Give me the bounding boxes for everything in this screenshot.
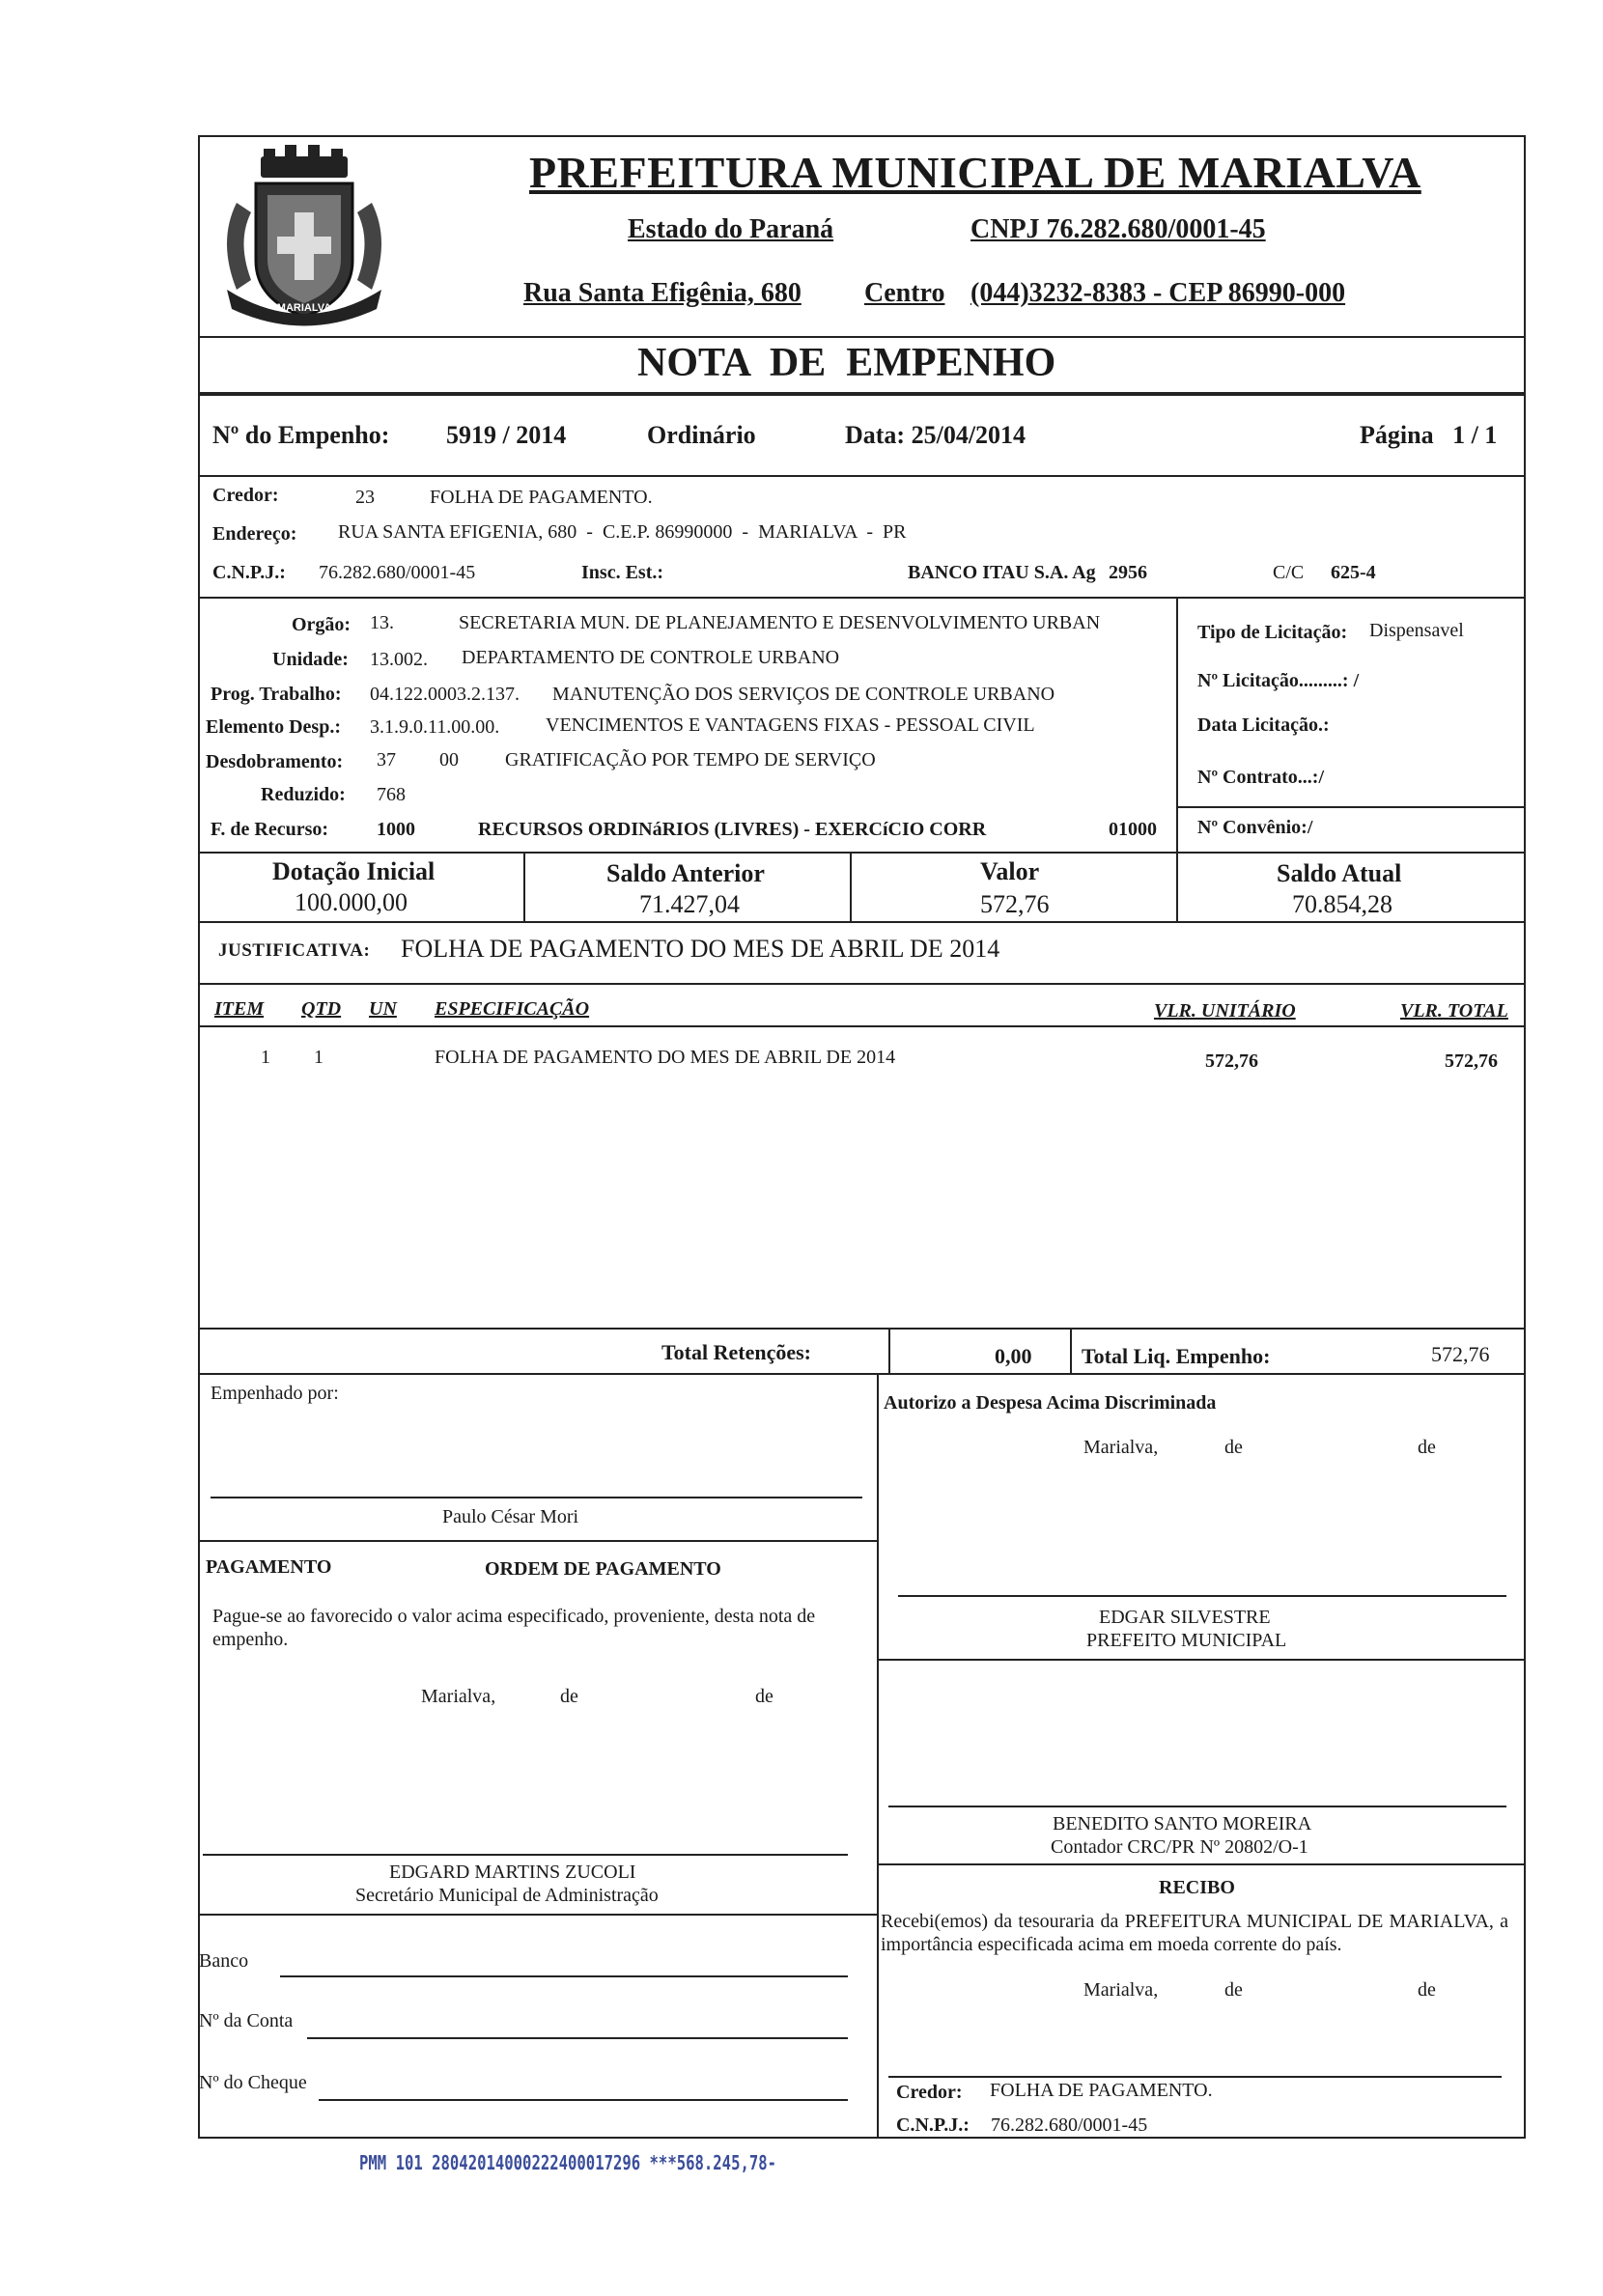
fonte-label: F. de Recurso:: [211, 819, 329, 840]
pagamento-de-1: de: [560, 1686, 578, 1707]
justificativa-text: FOLHA DE PAGAMENTO DO MES DE ABRIL DE 2014: [401, 935, 1000, 963]
credor-label: Credor:: [212, 485, 279, 506]
licitacao-numero: Nº Licitação.........: /: [1197, 670, 1360, 691]
fonte-code2: 01000: [1109, 819, 1157, 840]
empenho-date: Data: 25/04/2014: [845, 421, 1026, 449]
conta-label: Nº da Conta: [199, 2010, 294, 2031]
empenho-number: 5919 / 2014: [446, 421, 567, 449]
cc-number: 625-4: [1331, 562, 1376, 583]
liquido-label: Total Liq. Empenho:: [1082, 1344, 1271, 1368]
banco-label: Banco: [199, 1950, 249, 1972]
orgao-label: Orgão:: [292, 614, 352, 635]
prog-label: Prog. Trabalho:: [211, 684, 342, 705]
cc-label: C/C: [1273, 562, 1305, 583]
recibo-cnpj: 76.282.680/0001-45: [991, 2114, 1148, 2136]
header-district: Centro: [864, 278, 945, 308]
saldo-anterior-value: 71.427,04: [639, 890, 740, 918]
header-phone-cep: (044)3232-8383 - CEP 86990-000: [970, 278, 1346, 308]
licitacao-tipo-label: Tipo de Licitação:: [1197, 622, 1348, 643]
credor-name: FOLHA DE PAGAMENTO.: [430, 487, 653, 508]
bank-agency: 2956: [1109, 562, 1147, 583]
empenhado-por-label: Empenhado por:: [211, 1383, 339, 1404]
table-row-unit: 572,76: [1205, 1050, 1258, 1072]
contador-title: Contador CRC/PR Nº 20802/O-1: [1051, 1836, 1308, 1858]
credor-endereco: RUA SANTA EFIGENIA, 680 - C.E.P. 86990000 - MARIALVA - PR: [338, 521, 907, 543]
unidade-code: 13.002.: [370, 649, 428, 670]
empenho-type: Ordinário: [647, 421, 756, 449]
table-row-total: 572,76: [1445, 1050, 1498, 1072]
endereco-label: Endereço:: [212, 523, 297, 545]
prog-name: MANUTENÇÃO DOS SERVIÇOS DE CONTROLE URBANO: [552, 684, 1055, 705]
prefeito-name: EDGAR SILVESTRE: [1099, 1607, 1271, 1628]
coat-of-arms-logo: [208, 145, 401, 328]
col-item-header: ITEM: [214, 998, 265, 1020]
licitacao-tipo: Dispensavel: [1369, 620, 1464, 641]
recibo-credor: FOLHA DE PAGAMENTO.: [990, 2080, 1213, 2101]
justificativa-label: JUSTIFICATIVA:: [218, 940, 371, 961]
valor-value: 572,76: [980, 890, 1050, 918]
recibo-credor-label: Credor:: [896, 2082, 963, 2103]
recibo-title: RECIBO: [1159, 1877, 1235, 1898]
empenhado-por-name: Paulo César Mori: [442, 1506, 579, 1527]
desdobramento-label: Desdobramento:: [206, 751, 344, 772]
saldo-atual-value: 70.854,28: [1292, 890, 1392, 918]
recibo-text: Recebi(emos) da tesouraria da PREFEITURA MUNICIPAL DE MARIALVA, a importância especificada acima em moeda corrente do país.: [881, 1911, 1508, 1955]
insc-label: Insc. Est.:: [581, 562, 664, 583]
document-title: NOTA DE EMPENHO: [637, 341, 1056, 385]
col-un-header: UN: [369, 998, 397, 1020]
header-address: Rua Santa Efigênia, 680: [523, 278, 802, 308]
elemento-label: Elemento Desp.:: [206, 716, 341, 738]
col-qtd-header: QTD: [301, 998, 342, 1020]
prefeito-title: PREFEITO MUNICIPAL: [1086, 1630, 1287, 1651]
col-total-header: VLR. TOTAL: [1400, 1000, 1508, 1022]
orgao-name: SECRETARIA MUN. DE PLANEJAMENTO E DESENVOLVIMENTO URBAN: [459, 612, 1101, 633]
col-spec-header: ESPECIFICAÇÃO: [435, 998, 590, 1020]
liquido-value: 572,76: [1431, 1342, 1490, 1366]
empenho-label: Nº do Empenho:: [212, 421, 390, 449]
page-title: PREFEITURA MUNICIPAL DE MARIALVA: [529, 148, 1421, 197]
retencoes-value: 0,00: [995, 1344, 1032, 1368]
dotacao-value: 100.000,00: [295, 888, 408, 916]
contrato-numero: Nº Contrato...:/: [1197, 767, 1325, 788]
cheque-label: Nº do Cheque: [199, 2072, 307, 2093]
recibo-city: Marialva,: [1083, 1979, 1159, 2001]
header-cnpj: CNPJ 76.282.680/0001-45: [970, 214, 1266, 244]
table-row-qtd: 1: [314, 1047, 323, 1068]
dotacao-label: Dotação Inicial: [272, 857, 436, 885]
saldo-atual-label: Saldo Atual: [1277, 859, 1402, 887]
svg-text:MARIALVA: MARIALVA: [276, 302, 332, 314]
secretario-title: Secretário Municipal de Administração: [355, 1885, 659, 1906]
elemento-name: VENCIMENTOS E VANTAGENS FIXAS - PESSOAL CIVIL: [546, 714, 1035, 736]
pagamento-city: Marialva,: [421, 1686, 496, 1707]
licitacao-data: Data Licitação.:: [1197, 714, 1330, 736]
credor-code: 23: [355, 487, 375, 508]
fonte-code: 1000: [377, 819, 415, 840]
elemento-code: 3.1.9.0.11.00.00.: [370, 716, 500, 738]
state-label: Estado do Paraná: [628, 214, 834, 244]
ordem-pagamento-label: ORDEM DE PAGAMENTO: [485, 1558, 721, 1580]
prog-code: 04.122.0003.2.137.: [370, 684, 520, 705]
autorizo-de-1: de: [1224, 1437, 1243, 1458]
pagamento-de-2: de: [755, 1686, 773, 1707]
autorizo-label: Autorizo a Despesa Acima Discriminada: [884, 1392, 1217, 1414]
contador-name: BENEDITO SANTO MOREIRA: [1053, 1813, 1312, 1834]
saldo-anterior-label: Saldo Anterior: [606, 859, 765, 887]
orgao-code: 13.: [370, 612, 394, 633]
autorizo-de-2: de: [1418, 1437, 1436, 1458]
page-number: Página 1 / 1: [1360, 421, 1498, 449]
valor-label: Valor: [980, 857, 1040, 885]
reduzido-label: Reduzido:: [261, 784, 346, 805]
cnpj-label: C.N.P.J.:: [212, 562, 286, 583]
desdobramento-code: 37: [377, 749, 396, 770]
unidade-name: DEPARTAMENTO DE CONTROLE URBANO: [462, 647, 840, 668]
autorizo-city: Marialva,: [1083, 1437, 1159, 1458]
secretario-name: EDGARD MARTINS ZUCOLI: [389, 1862, 636, 1883]
unidade-label: Unidade:: [272, 649, 349, 670]
bank-name: BANCO ITAU S.A. Ag: [908, 562, 1096, 583]
desdobramento-sub: 00: [439, 749, 459, 770]
convenio-numero: Nº Convênio:/: [1197, 817, 1313, 838]
fonte-name: RECURSOS ORDINáRIOS (LIVRES) - EXERCíCIO CORR: [478, 819, 987, 840]
recibo-cnpj-label: C.N.P.J.:: [896, 2114, 970, 2136]
retencoes-label: Total Retenções:: [661, 1340, 811, 1364]
credor-cnpj: 76.282.680/0001-45: [319, 562, 476, 583]
pague-se-text: Pague-se ao favorecido o valor acima especificado, proveniente, desta nota de empenho.: [212, 1606, 816, 1650]
recibo-de-2: de: [1418, 1979, 1436, 2001]
col-unit-header: VLR. UNITÁRIO: [1154, 1000, 1296, 1022]
reduzido-value: 768: [377, 784, 406, 805]
recibo-de-1: de: [1224, 1979, 1243, 2001]
footer-code: PMM 101 28042014000222400017296 ***568.245,78-: [359, 2151, 777, 2174]
table-row-spec: FOLHA DE PAGAMENTO DO MES DE ABRIL DE 2014: [435, 1047, 896, 1068]
pagamento-label: PAGAMENTO: [206, 1556, 332, 1578]
desdobramento-name: GRATIFICAÇÃO POR TEMPO DE SERVIÇO: [505, 749, 876, 770]
table-row-item: 1: [261, 1047, 270, 1068]
